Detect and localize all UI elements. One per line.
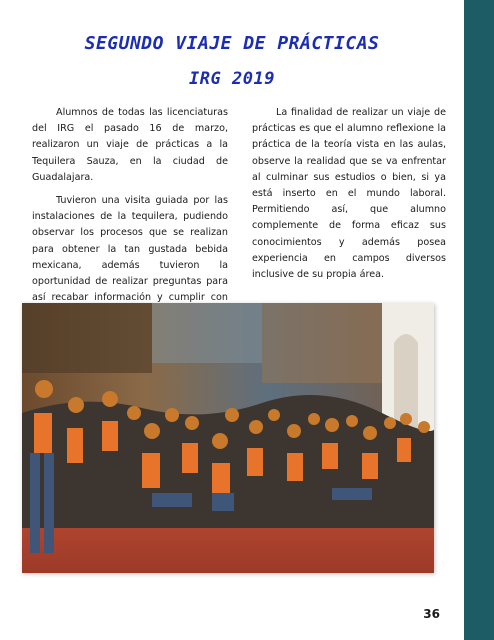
page-number: 36 <box>423 607 440 621</box>
paragraph: Alumnos de todas las licenciaturas del IRG el pasado 16 de marzo, realizaron un viaje de prácticas a la Tequilera Sauza, en la ciudad de Guadalajara. <box>32 107 228 183</box>
side-accent-bar <box>464 0 494 640</box>
page-subtitle: IRG 2019 <box>189 69 275 89</box>
right-column <box>252 105 446 290</box>
group-photo <box>22 303 434 573</box>
paragraph: La finalidad de realizar un viaje de prácticas es que el alumno reflexione la práctica de la teoría vista en las aulas, observe la realidad que se va enfrentar al culminar sus estudios o bien, si ya está inserto en el mundo laboral. Permitiendo así, que alumno complemente de forma eficaz sus conocimientos y además posea experiencia en campos diversos inclusive de su propia área. <box>252 107 446 281</box>
paragraph: Tuvieron una visita guiada por las instalaciones de la tequilera, pudiendo observar los procesos que se realizan para obtener la tan gustada bebida mexicana, además tuvieron la oportunidad de realizar preguntas para así recabar información y cumplir con <box>32 195 228 304</box>
page-title: SEGUNDO VIAJE DE PRÁCTICAS <box>84 33 380 54</box>
